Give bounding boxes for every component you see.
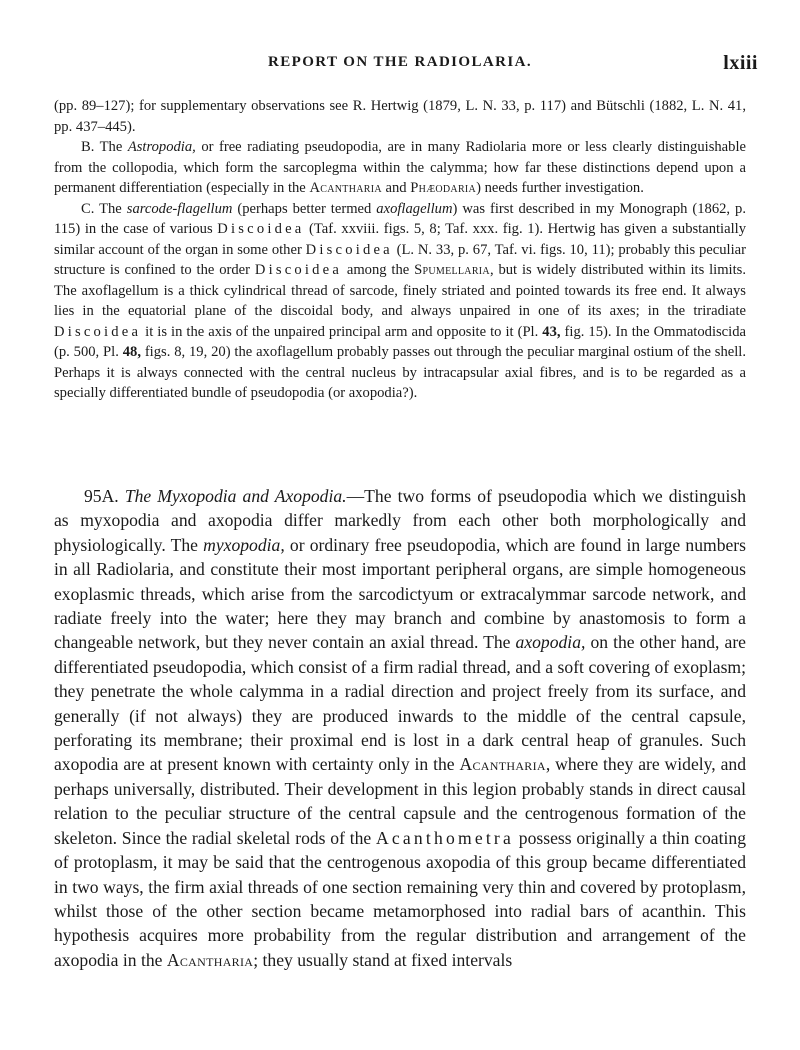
body-text: or ordinary free pseudopodia, which are found in large numbers in all Radiolaria, and constitute their most important peripheral organs, are simple homogeneous exoplasmic threads, which arise from the sarcodictyum or extracalymmar sarcode network, and radiate freely into the water; here they may branch and combine by anastomosis to form a changeable network, but they never contain an axial thread. The	[54, 534, 747, 653]
body-text: —The two forms of pseudopodia which we distinguish as myxopodia and axopodia differ markedly from each other both morphologically and physiologically. The	[54, 486, 746, 555]
note-b-text: and	[381, 180, 411, 196]
group-name: Acantharia	[459, 754, 546, 775]
taxon-name: Discoidea	[305, 241, 393, 258]
note-b-label: B.	[81, 139, 95, 155]
group-name: Phæodaria	[410, 180, 477, 196]
plate-number: 48,	[122, 344, 141, 360]
section-paragraph	[54, 484, 746, 972]
note-b-text: or free radiating pseudopodia, are in many Radiolaria more or less clearly distinguishable from the collopodia, which form the sarcoplegma within the calymma; how far these distinctions depend upon a permanent differentiation (especially in the	[54, 139, 746, 196]
note-c-text: (L. N. 33, p. 67, Taf. vi. figs. 10, 11); probably this peculiar structure is confined to the order	[54, 241, 746, 278]
note-c-term: sarcode-flagellum	[126, 200, 233, 217]
page-number: lxiii	[723, 52, 758, 74]
body-text: , where they are widely, and perhaps universally, distributed. Their development in this legion probably stands in direct causal relation to the peculiar structure of the central capsule and the centrogenous formation of the skeleton. Since the radial skeletal rods of the	[54, 754, 746, 848]
note-b	[54, 137, 746, 199]
note-c-text: fig. 15). In the Ommatodiscida (p. 500, Pl.	[54, 323, 746, 360]
note-c-text: (perhaps better termed	[232, 200, 377, 217]
note-c-text: ) was first described in my Monograph (1862, p. 115) in the case of various	[54, 200, 746, 237]
footnotes-block	[54, 96, 746, 404]
group-name: Acantharia	[166, 949, 254, 970]
note-c	[54, 199, 746, 404]
note-continuation-text: (pp. 89–127); for supplementary observations see R. Hertwig (1879, L. N. 33, p. 117) and Bütschli (1882, L. N. 41, pp. 437–445).	[54, 98, 746, 135]
plate-number: 43,	[542, 323, 561, 340]
page-header	[0, 52, 800, 76]
group-name: Spumellaria	[414, 262, 490, 278]
body-text: possess originally a thin coating of protoplasm, it may be said that the centrogenous axopodia of this group became differentiated in two ways, the firm axial threads of one section remaining very thin and covered by protoplasm, whilst those of the other section became metamorphosed into radial bars of acanthin. This hypothesis acquires more probability from the regular distribution and arrangement of the axopodia in the	[54, 827, 746, 970]
section-title: The Myxopodia and Axopodia.	[124, 486, 347, 506]
note-c-text: among the	[342, 262, 415, 278]
term: myxopodia,	[203, 534, 285, 555]
group-name: Acantharia	[309, 180, 382, 196]
running-title: REPORT ON THE RADIOLARIA.	[268, 54, 532, 70]
note-c-term: axoflagellum	[376, 200, 453, 217]
section-number: 95A.	[84, 486, 119, 506]
note-b-term: Astropodia,	[127, 139, 196, 155]
note-c-text: it is in the axis of the unpaired principal arm and opposite to it (Pl.	[141, 323, 543, 340]
note-b-text: ) needs further investigation.	[476, 180, 644, 196]
taxon-name: Discoidea	[254, 262, 343, 278]
taxon-name: Discoidea	[217, 221, 305, 237]
note-continuation	[54, 96, 746, 137]
note-b-text: The	[94, 139, 128, 155]
note-c-text: figs. 8, 19, 20) the axoflagellum probably passes out through the peculiar marginal ostium of the shell. Perhaps it is always connected with the central nucleus by intracapsular axial fibres, and is to be regarded as a specially differentiated bundle of pseudopodia (or axopodia?).	[54, 344, 746, 401]
body-text: ; they usually stand at fixed intervals	[253, 949, 513, 970]
note-c-text: (Taf. xxviii. figs. 5, 8; Taf. xxx. fig. 1). Hertwig has given a substantially similar account of the organ in some other	[54, 221, 746, 258]
taxon-name: Discoidea	[54, 323, 142, 340]
body-text: on the other hand, are differentiated pseudopodia, which consist of a firm radial thread, and a soft covering of exoplasm; they penetrate the whole calymma in a radial direction and project freely from its surface, and generally (if not always) they are produced inwards to the middle of the central capsule, perforating its membrane; their proximal end is lost in a dark central heap of granules. Such axopodia are at present known with certainty only in the	[54, 632, 746, 775]
main-text	[54, 484, 746, 972]
taxon-name: Acanthometra	[375, 827, 515, 848]
note-c-text: The	[94, 200, 127, 217]
note-c-label: C.	[81, 200, 95, 217]
note-c-text: , but is widely distributed within its limits. The axoflagellum is a thick cylindrical thread of sarcode, finely striated and pointed towards its free end. It always lies in the equatorial plane of the discoidal body, and always unpaired in one of its axes; in the triradiate	[54, 262, 746, 319]
term: axopodia,	[515, 632, 586, 653]
